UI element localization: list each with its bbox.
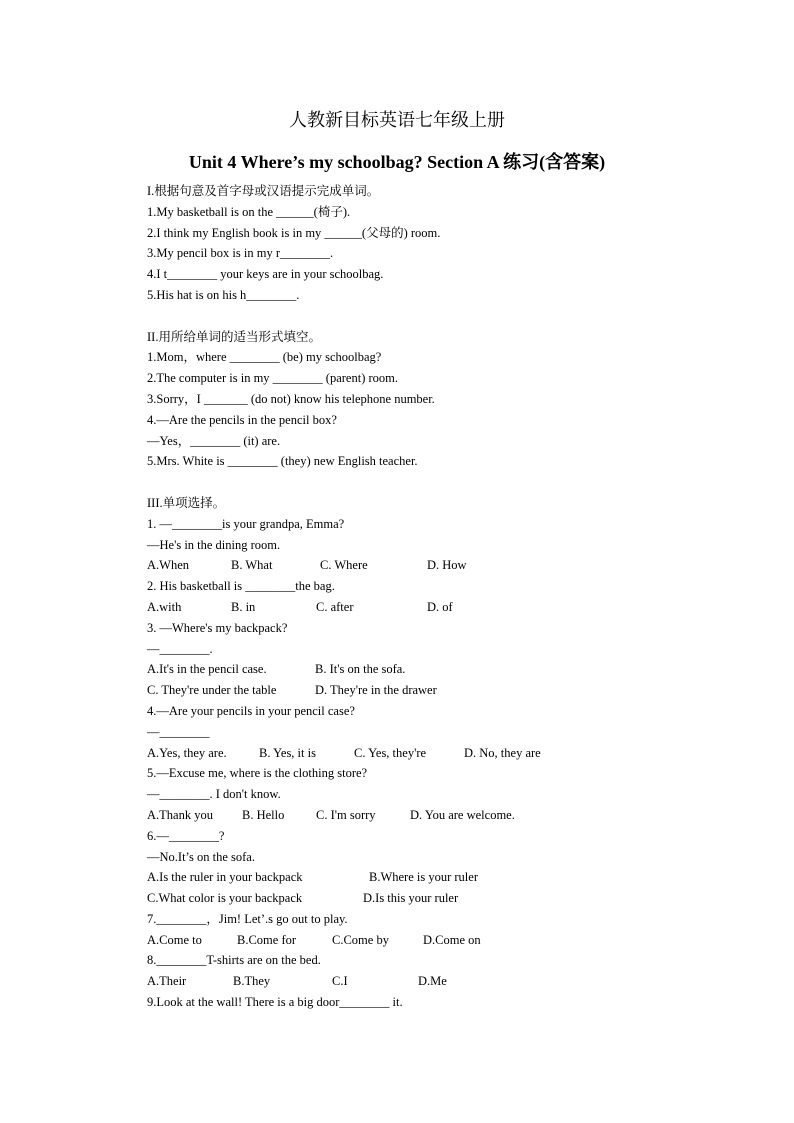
option-c: C.What color is your backpack <box>147 891 303 906</box>
option-d: D. of <box>427 599 453 614</box>
option-b: B. in <box>231 599 256 614</box>
option-d: D.Me <box>418 974 447 989</box>
option-a: A.Thank you <box>147 807 213 822</box>
question-line: 2.The computer is in my ________ (parent) room. <box>147 371 398 386</box>
options-row <box>147 743 767 764</box>
option-c: C. Where <box>320 558 368 573</box>
option-d: D.Is this your ruler <box>363 891 459 906</box>
options-row <box>147 888 767 909</box>
question-line: 3.My pencil box is in my r________. <box>147 246 334 261</box>
question-reply: —No.It’s on the sofa. <box>147 849 255 864</box>
option-d: D. They're in the drawer <box>315 683 437 698</box>
question-stem: 1. —________is your grandpa, Emma? <box>147 516 345 531</box>
question-line: 5.Mrs. White is ________ (they) new English teacher. <box>147 454 418 469</box>
option-c: C. Yes, they're <box>354 745 427 760</box>
option-d: D. You are welcome. <box>410 807 515 822</box>
option-c: C. They're under the table <box>147 683 277 698</box>
section-heading-part2: II.用所给单词的适当形式填空。 <box>147 329 321 344</box>
option-c: C.I <box>332 974 348 989</box>
question-line: 1.My basketball is on the ______(椅子). <box>147 204 351 219</box>
question-reply: —________. <box>147 641 213 656</box>
question-line: 4.—Are the pencils in the pencil box? <box>147 412 337 427</box>
question-stem: 2. His basketball is ________the bag. <box>147 579 335 594</box>
question-line: 3.Sorry，I _______ (do not) know his telephone number. <box>147 391 435 406</box>
option-d: D.Come on <box>423 932 481 947</box>
option-a: A.Come to <box>147 932 202 947</box>
question-reply: —________ <box>147 724 210 739</box>
document-subtitle: Unit 4 Where’s my schoolbag? Section A 练习(含答案) <box>188 152 606 172</box>
options-row <box>147 659 767 680</box>
section-heading-part1: I.根据句意及首字母或汉语提示完成单词。 <box>147 184 380 198</box>
question-reply: —________. I don't know. <box>147 787 281 802</box>
section-heading-part3: III.单项选择。 <box>147 495 226 510</box>
option-d: D. No, they are <box>464 745 541 760</box>
options-row <box>147 867 767 888</box>
options-row <box>147 680 767 701</box>
document-title: 人教新目标英语七年级上册 <box>289 110 505 130</box>
question-line: 1.Mom，where ________ (be) my schoolbag? <box>147 350 382 365</box>
option-a: A.It's in the pencil case. <box>147 662 267 677</box>
question-stem: 4.—Are your pencils in your pencil case? <box>147 703 355 718</box>
question-line: 4.I t________ your keys are in your schoolbag. <box>147 267 384 282</box>
options-row <box>147 805 767 826</box>
question-stem: 5.—Excuse me, where is the clothing store? <box>147 766 368 781</box>
options-row <box>147 930 767 951</box>
worksheet-body <box>147 181 767 1013</box>
question-reply: —He's in the dining room. <box>147 537 281 552</box>
option-b: B. What <box>231 558 273 573</box>
question-stem: 6.—________? <box>147 828 225 843</box>
option-b: B. It's on the sofa. <box>315 662 406 677</box>
question-line: —Yes，________ (it) are. <box>147 433 281 448</box>
options-row <box>147 597 767 618</box>
option-b: B.Come for <box>237 932 297 947</box>
option-c: C. I'm sorry <box>316 807 376 822</box>
option-a: A.When <box>147 558 189 573</box>
question-stem: 3. —Where's my backpack? <box>147 620 288 635</box>
option-a: A.with <box>147 599 182 614</box>
option-b: B. Yes, it is <box>259 745 316 760</box>
option-c: C. after <box>316 599 354 614</box>
option-b: B.Where is your ruler <box>369 870 478 885</box>
question-line: 2.I think my English book is in my ______(父母的) room. <box>147 225 441 240</box>
option-d: D. How <box>427 558 467 573</box>
question-stem: 8.________T-shirts are on the bed. <box>147 953 321 968</box>
option-a: A.Is the ruler in your backpack <box>147 870 303 885</box>
question-stem: 7.________，Jim! Let’.s go out to play. <box>147 911 348 926</box>
option-b: B.They <box>233 974 271 989</box>
question-stem: 9.Look at the wall! There is a big door________ it. <box>147 995 403 1010</box>
question-line: 5.His hat is on his h________. <box>147 287 300 302</box>
option-a: A.Their <box>147 974 187 989</box>
options-row <box>147 971 767 992</box>
option-a: A.Yes, they are. <box>147 745 227 760</box>
options-row <box>147 555 767 576</box>
option-c: C.Come by <box>332 932 389 947</box>
option-b: B. Hello <box>242 807 285 822</box>
